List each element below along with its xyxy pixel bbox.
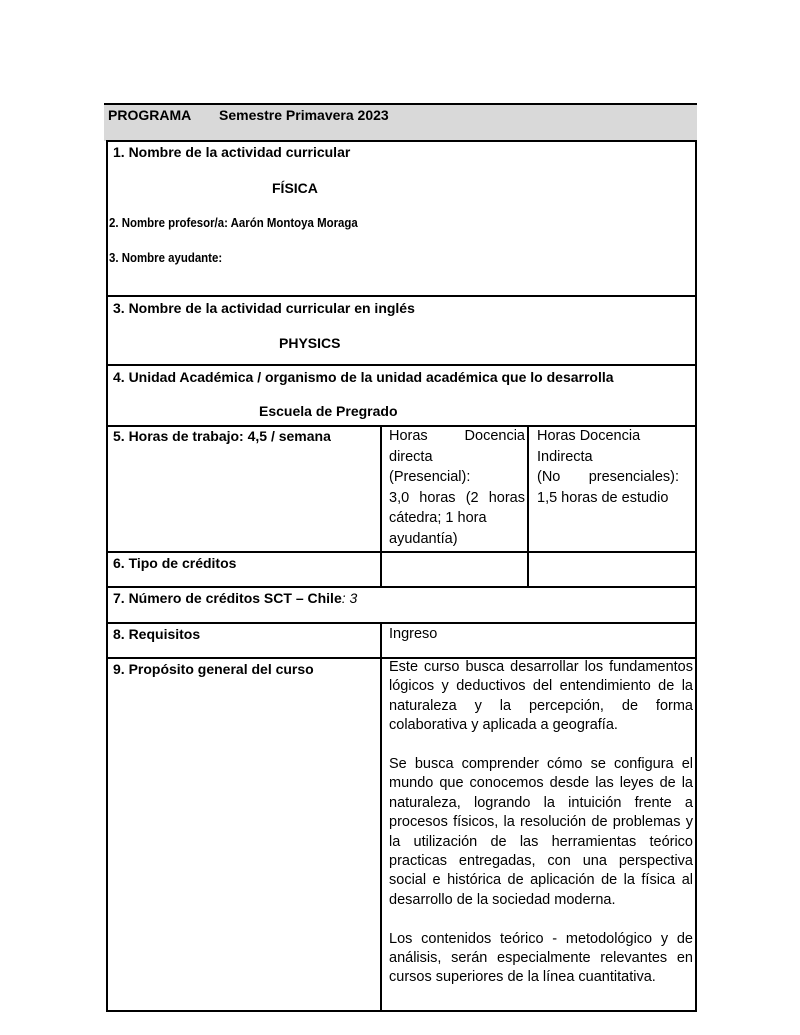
section1-heading: 1. Nombre de la actividad curricular [113, 144, 351, 160]
header-top-rule [104, 103, 697, 105]
purpose-paragraph-3: Los contenidos teórico - metodológico y de análisis, serán especialmente relevantes en cursos superiores de la línea cuantitativa. [389, 930, 693, 986]
academic-unit: Escuela de Pregrado [259, 403, 398, 419]
program-header [104, 103, 697, 141]
assistant-name: 3. Nombre ayudante: [109, 250, 223, 265]
course-name-english: PHYSICS [279, 335, 341, 351]
section7-heading: 7. Número de créditos SCT – Chile [113, 590, 342, 606]
section8-heading: 8. Requisitos [113, 626, 201, 642]
sct-credits-value: : 3 [341, 590, 358, 606]
purpose-paragraph-2: Se busca comprender cómo se configura el mundo que conocemos desde las leyes de la naturaleza, logrando la intuición frente a procesos físicos, la resolución de problemas y la utilización de las herramientas teórico practicas entregadas, con una perspectiva social e histórica de aplicación de la física al desarrollo de la sociedad moderna. [389, 756, 693, 908]
program-label: PROGRAMA [108, 107, 192, 123]
semester-label: Semestre Primavera 2023 [219, 107, 389, 123]
direct-hours: Horas Docencia directa (Presencial): 3,0 horas (2 horas cátedra; 1 hora ayudantía) [389, 428, 525, 547]
section9-heading: 9. Propósito general del curso [113, 661, 314, 677]
section7-row [113, 589, 357, 607]
course-purpose [389, 658, 693, 988]
section3-heading: 3. Nombre de la actividad curricular en inglés [113, 300, 415, 316]
section6-heading: 6. Tipo de créditos [113, 555, 237, 571]
requirements-value: Ingreso [389, 626, 438, 642]
professor-name: 2. Nombre profesor/a: Aarón Montoya Moraga [109, 215, 358, 230]
section4-heading: 4. Unidad Académica / organismo de la unidad académica que lo desarrolla [113, 369, 614, 385]
course-name: FÍSICA [272, 180, 318, 196]
section5-heading: 5. Horas de trabajo: 4,5 / semana [113, 428, 331, 444]
purpose-paragraph-1: Este curso busca desarrollar los fundamentos lógicos y deductivos del entendimiento de la naturaleza y la percepción, de forma colaborativa y aplicada a geografía. [389, 659, 693, 734]
indirect-hours: Horas Docencia Indirecta (No presenciales): 1,5 horas de estudio [537, 428, 679, 506]
